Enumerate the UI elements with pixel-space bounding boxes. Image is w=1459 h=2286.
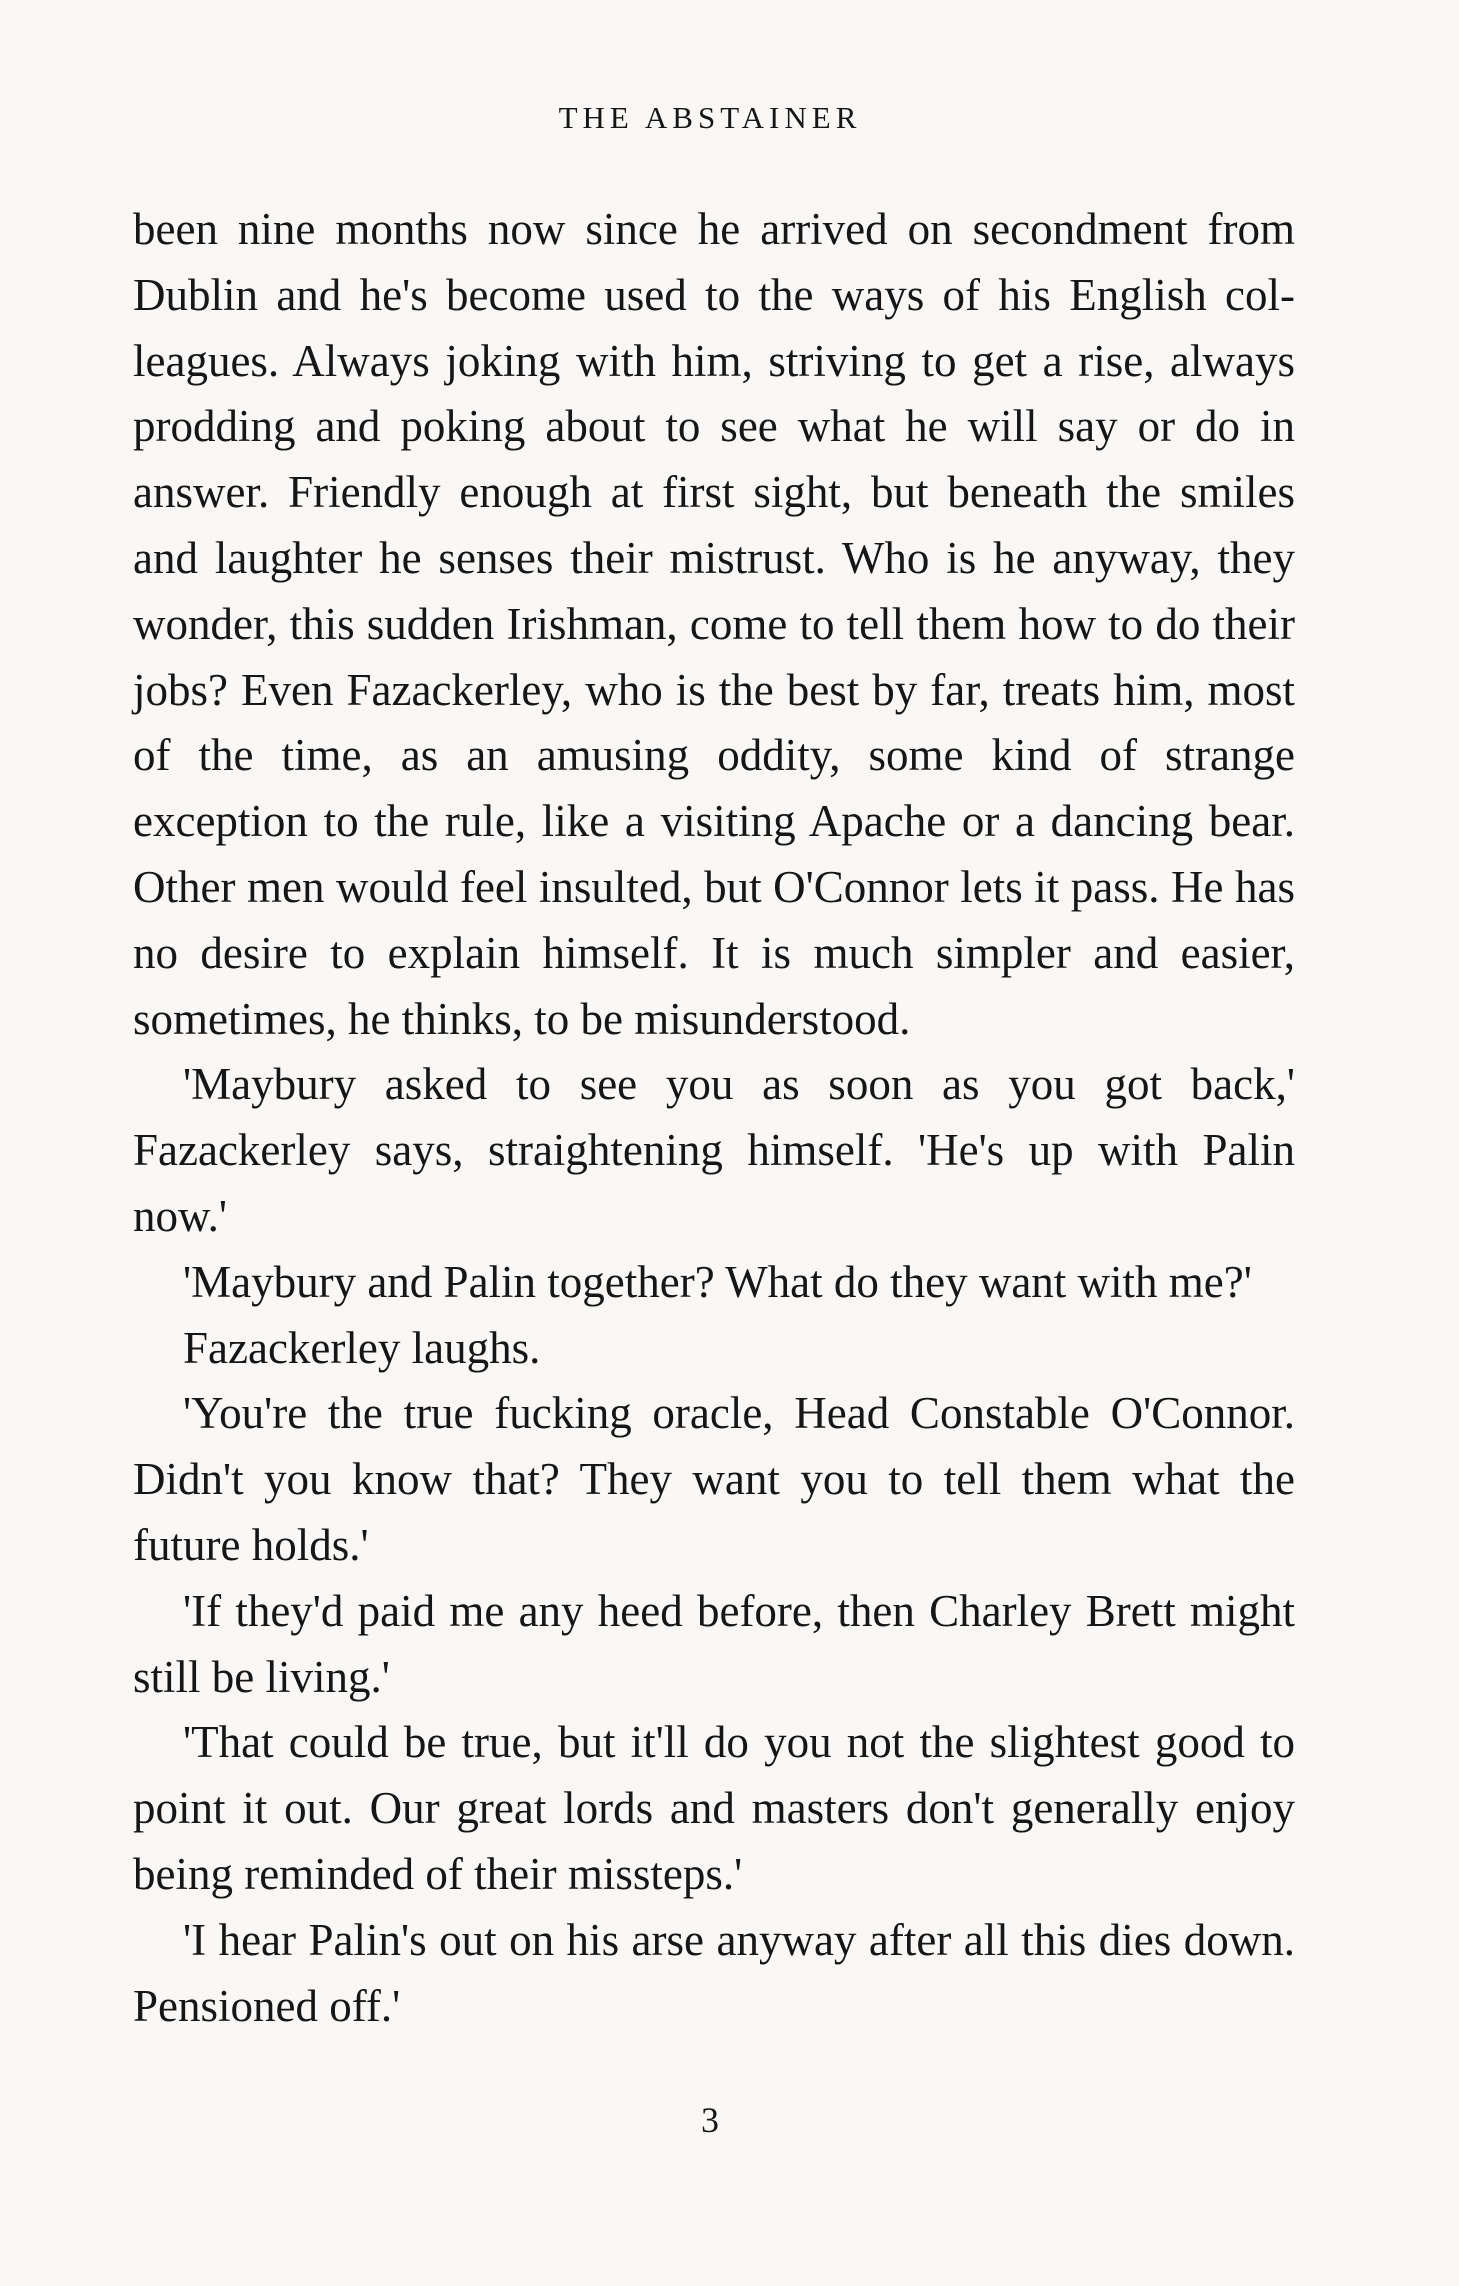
paragraph: 'Maybury asked to see you as soon as you got back,' Fazackerley says, straightening himself. 'He's up with Palin now.' bbox=[133, 1059, 1295, 1241]
paragraph-continued: been nine months now since he arrived on secondment from Dublin and he's become used to the ways of his English col-leagues. Always joking with him, striving to get a rise, always prodding and poking about to see what he will say or do in answer. Friendly enough at first sight, but beneath the smiles and laughter he senses their mistrust. Who is he anyway, they wonder, this sudden Irishman, come to tell them how to do their jobs? Even Fazackerley, who is the best by far, treats him, most of the time, as an amusing oddity, some kind of strange exception to the rule, like a visiting Apache or a dancing bear. Other men would feel insulted, but O'Connor lets it pass. He has no desire to explain himself. It is much simpler and easier, sometimes, he thinks, to be misunderstood. bbox=[133, 204, 1295, 1044]
page-number: 3 bbox=[701, 2100, 719, 2140]
paragraph: Fazackerley laughs. bbox=[183, 1322, 541, 1373]
paragraph: 'That could be true, but it'll do you not the slightest good to point it out. Our great lords and masters don't generally enjoy being reminded of their missteps.' bbox=[133, 1717, 1295, 1899]
paragraph: 'If they'd paid me any heed before, then Charley Brett might still be living.' bbox=[133, 1585, 1295, 1702]
paragraph: 'You're the true fucking oracle, Head Constable O'Connor. Didn't you know that? They want you to tell them what the future holds.' bbox=[133, 1388, 1295, 1570]
body-text bbox=[133, 197, 1295, 2039]
running-head: THE ABSTAINER bbox=[558, 100, 862, 135]
paragraph: 'I hear Palin's out on his arse anyway after all this dies down. Pensioned off.' bbox=[133, 1914, 1295, 2031]
paragraph: 'Maybury and Palin together? What do they want with me?' bbox=[183, 1256, 1252, 1307]
